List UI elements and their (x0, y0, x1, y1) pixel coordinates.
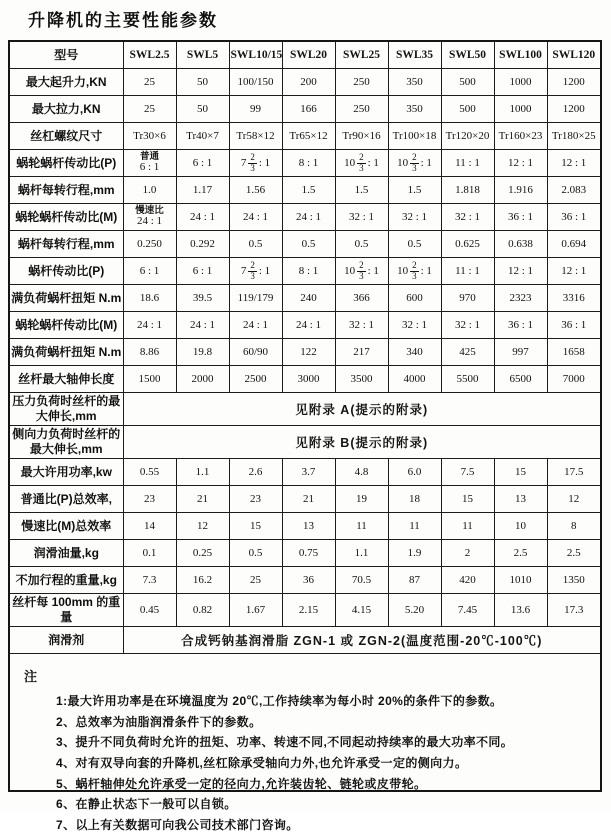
notes-section (10, 654, 600, 835)
row-label: 不加行程的重量,kg (10, 567, 123, 594)
model-header-cell: SWL120 (547, 42, 600, 69)
value-cell: 0.5 (282, 231, 335, 258)
model-header-cell: SWL35 (388, 42, 441, 69)
row-label: 蜗轮蜗杆传动比(P) (10, 150, 123, 177)
value-cell: 119/179 (229, 285, 282, 312)
value-cell: 2.15 (282, 594, 335, 627)
table-row (10, 567, 600, 594)
value-cell: 2000 (176, 366, 229, 393)
value-cell: 1.1 (176, 459, 229, 486)
value-cell: 0.45 (123, 594, 176, 627)
table-row (10, 366, 600, 393)
value-cell: Tr100×18 (388, 123, 441, 150)
value-cell: 11 (441, 513, 494, 540)
model-header-cell: SWL10/15 (229, 42, 282, 69)
value-cell: 1.818 (441, 177, 494, 204)
value-cell: 19 (335, 486, 388, 513)
model-header-cell: SWL100 (494, 42, 547, 69)
value-cell: 1.56 (229, 177, 282, 204)
table-row (10, 513, 600, 540)
spec-table-box (8, 40, 602, 832)
row-label: 蜗轮蜗杆传动比(M) (10, 312, 123, 339)
value-cell: 4.15 (335, 594, 388, 627)
notes-heading: 注 (24, 669, 38, 684)
value-cell: 3316 (547, 285, 600, 312)
value-cell: 500 (441, 69, 494, 96)
value-cell: 10 $\frac{2}{3}$ : 1 (388, 258, 441, 285)
value-cell: 6 : 1 (176, 150, 229, 177)
value-cell: 1000 (494, 96, 547, 123)
table-row (10, 459, 600, 486)
value-cell: 24 : 1 (282, 204, 335, 231)
value-cell: 11 (335, 513, 388, 540)
value-cell: 13 (494, 486, 547, 513)
value-cell: 0.5 (229, 540, 282, 567)
value-cell: 99 (229, 96, 282, 123)
model-header-cell: SWL50 (441, 42, 494, 69)
value-cell: 50 (176, 69, 229, 96)
table-row (10, 204, 600, 231)
value-cell: 11 : 1 (441, 258, 494, 285)
value-cell: 1010 (494, 567, 547, 594)
value-cell: 14 (123, 513, 176, 540)
value-cell: 15 (441, 486, 494, 513)
table-row (10, 486, 600, 513)
row-label: 满负荷蜗杆扭矩 N.m (10, 339, 123, 366)
row-label: 丝杆最大轴伸长度 (10, 366, 123, 393)
value-cell: 1350 (547, 567, 600, 594)
value-cell: 122 (282, 339, 335, 366)
value-cell: 8 (547, 513, 600, 540)
value-cell: 350 (388, 69, 441, 96)
value-cell: 2.6 (229, 459, 282, 486)
value-cell: Tr40×7 (176, 123, 229, 150)
row-label: 蜗杆传动比(P) (10, 258, 123, 285)
value-cell: 24 : 1 (123, 312, 176, 339)
value-cell: 0.694 (547, 231, 600, 258)
note-item: 7、以上有关数据可向我公司技术部门咨询。 (56, 817, 299, 832)
value-cell: 425 (441, 339, 494, 366)
value-cell: 1658 (547, 339, 600, 366)
table-header-row (10, 42, 600, 69)
value-cell: 23 (123, 486, 176, 513)
value-cell: 12 : 1 (494, 258, 547, 285)
value-cell: 21 (176, 486, 229, 513)
value-cell: 7.3 (123, 567, 176, 594)
value-cell: 8 : 1 (282, 258, 335, 285)
value-cell: 0.5 (335, 231, 388, 258)
value-cell: 6 : 1 (176, 258, 229, 285)
value-cell: 5.20 (388, 594, 441, 627)
value-cell: 15 (494, 459, 547, 486)
value-cell: 25 (123, 96, 176, 123)
value-cell: 250 (335, 96, 388, 123)
value-cell: 7000 (547, 366, 600, 393)
value-cell: 1200 (547, 96, 600, 123)
value-cell: 0.55 (123, 459, 176, 486)
table-row (10, 285, 600, 312)
value-cell: 1.9 (388, 540, 441, 567)
value-cell: 250 (335, 69, 388, 96)
value-cell: 12 : 1 (547, 150, 600, 177)
value-cell: 2.083 (547, 177, 600, 204)
table-row (10, 393, 600, 426)
value-cell: 970 (441, 285, 494, 312)
value-cell: 0.5 (388, 231, 441, 258)
page-title: 升降机的主要性能参数 (28, 11, 218, 30)
value-cell: 13 (282, 513, 335, 540)
value-cell: 1.5 (282, 177, 335, 204)
model-header-cell: SWL25 (335, 42, 388, 69)
value-cell: 2500 (229, 366, 282, 393)
value-cell: 32 : 1 (335, 312, 388, 339)
value-cell: 997 (494, 339, 547, 366)
value-cell: 10 $\frac{2}{3}$ : 1 (335, 150, 388, 177)
value-cell: 0.638 (494, 231, 547, 258)
value-cell: 17.3 (547, 594, 600, 627)
note-item: 6、在静止状态下一般可以自锁。 (56, 797, 237, 812)
value-cell: 1.916 (494, 177, 547, 204)
value-cell: 4000 (388, 366, 441, 393)
table-row (10, 339, 600, 366)
table-row (10, 594, 600, 627)
value-cell: Tr120×20 (441, 123, 494, 150)
header-label: 型号 (10, 42, 123, 69)
value-cell: 32 : 1 (441, 204, 494, 231)
value-cell: 32 : 1 (388, 312, 441, 339)
value-cell: 166 (282, 96, 335, 123)
value-cell: 36 : 1 (494, 204, 547, 231)
value-cell: 12 : 1 (494, 150, 547, 177)
value-cell: 240 (282, 285, 335, 312)
value-cell: 2 (441, 540, 494, 567)
value-cell: 11 (388, 513, 441, 540)
row-label: 丝杆每 100mm 的重量 (10, 594, 123, 627)
span-value-cell: 见附录 B(提示的附录) (123, 426, 600, 459)
note-item: 5、蜗杆轴伸处允许承受一定的径向力,允许装齿轮、链轮或皮带轮。 (56, 776, 427, 791)
value-cell: 15 (229, 513, 282, 540)
value-cell: 24 : 1 (176, 312, 229, 339)
value-cell: 0.82 (176, 594, 229, 627)
value-cell: 32 : 1 (441, 312, 494, 339)
value-cell: Tr30×6 (123, 123, 176, 150)
row-label: 最大起升力,KN (10, 69, 123, 96)
spec-table-body (10, 69, 600, 654)
span-value-cell: 合成钙钠基润滑脂 ZGN-1 或 ZGN-2(温度范围-20℃-100℃) (123, 627, 600, 654)
value-cell: 32 : 1 (335, 204, 388, 231)
note-item: 3、提升不同负荷时允许的扭矩、功率、转速不同,不同起动持续率的最大功率不同。 (56, 735, 514, 750)
value-cell: 1.17 (176, 177, 229, 204)
table-row (10, 540, 600, 567)
value-cell: 50 (176, 96, 229, 123)
value-cell: 12 (547, 486, 600, 513)
value-cell: 7.5 (441, 459, 494, 486)
row-label: 蜗杆每转行程,mm (10, 231, 123, 258)
value-cell: 36 : 1 (547, 312, 600, 339)
value-cell: 17.5 (547, 459, 600, 486)
value-cell: 7.45 (441, 594, 494, 627)
value-cell: 3500 (335, 366, 388, 393)
value-cell: 25 (229, 567, 282, 594)
model-header-cell: SWL20 (282, 42, 335, 69)
value-cell: 420 (441, 567, 494, 594)
value-cell: 8 : 1 (282, 150, 335, 177)
value-cell: 0.250 (123, 231, 176, 258)
value-cell: 24 : 1 (229, 204, 282, 231)
table-row (10, 123, 600, 150)
value-cell: 12 : 1 (547, 258, 600, 285)
value-cell: 2.5 (494, 540, 547, 567)
table-row (10, 426, 600, 459)
notes-list (24, 691, 590, 835)
value-cell: 5500 (441, 366, 494, 393)
span-value-cell: 见附录 A(提示的附录) (123, 393, 600, 426)
row-label: 最大拉力,KN (10, 96, 123, 123)
value-cell: 8.86 (123, 339, 176, 366)
value-cell: 0.75 (282, 540, 335, 567)
value-cell: 200 (282, 69, 335, 96)
model-header-cell: SWL2.5 (123, 42, 176, 69)
value-cell: Tr180×25 (547, 123, 600, 150)
value-cell: 慢速比 24 : 1 (123, 204, 176, 231)
value-cell: 24 : 1 (229, 312, 282, 339)
value-cell: Tr160×23 (494, 123, 547, 150)
value-cell: 350 (388, 96, 441, 123)
value-cell: 21 (282, 486, 335, 513)
value-cell: 3000 (282, 366, 335, 393)
value-cell: 4.8 (335, 459, 388, 486)
row-label: 润滑剂 (10, 627, 123, 654)
value-cell: 1.5 (335, 177, 388, 204)
value-cell: Tr90×16 (335, 123, 388, 150)
value-cell: 3.7 (282, 459, 335, 486)
value-cell: 32 : 1 (388, 204, 441, 231)
note-item: 4、对有双导向套的升降机,丝杠除承受轴向力外,也允许承受一定的侧向力。 (56, 755, 468, 770)
spec-table-header (10, 42, 600, 69)
value-cell: 60/90 (229, 339, 282, 366)
table-row (10, 69, 600, 96)
value-cell: 11 : 1 (441, 150, 494, 177)
table-row (10, 96, 600, 123)
row-label: 普通比(P)总效率, (10, 486, 123, 513)
value-cell: 1.0 (123, 177, 176, 204)
row-label: 满负荷蜗杆扭矩 N.m (10, 285, 123, 312)
value-cell: 600 (388, 285, 441, 312)
value-cell: 87 (388, 567, 441, 594)
row-label: 蜗轮蜗杆传动比(M) (10, 204, 123, 231)
value-cell: 1000 (494, 69, 547, 96)
value-cell: 18 (388, 486, 441, 513)
model-header-cell: SWL5 (176, 42, 229, 69)
value-cell: 1200 (547, 69, 600, 96)
value-cell: 1.1 (335, 540, 388, 567)
value-cell: 36 : 1 (494, 312, 547, 339)
value-cell: 10 (494, 513, 547, 540)
value-cell: 100/150 (229, 69, 282, 96)
value-cell: 217 (335, 339, 388, 366)
row-label: 蜗杆每转行程,mm (10, 177, 123, 204)
value-cell: 36 : 1 (547, 204, 600, 231)
value-cell: 1500 (123, 366, 176, 393)
value-cell: 18.6 (123, 285, 176, 312)
value-cell: 25 (123, 69, 176, 96)
table-row (10, 627, 600, 654)
value-cell: 6500 (494, 366, 547, 393)
row-label: 丝杠螺纹尺寸 (10, 123, 123, 150)
table-row (10, 312, 600, 339)
value-cell: 23 (229, 486, 282, 513)
value-cell: 340 (388, 339, 441, 366)
value-cell: 1.67 (229, 594, 282, 627)
value-cell: 70.5 (335, 567, 388, 594)
value-cell: 24 : 1 (282, 312, 335, 339)
value-cell: 2.5 (547, 540, 600, 567)
value-cell: 1.5 (388, 177, 441, 204)
value-cell: 6 : 1 (123, 258, 176, 285)
value-cell: 19.8 (176, 339, 229, 366)
value-cell: 0.5 (229, 231, 282, 258)
value-cell: Tr58×12 (229, 123, 282, 150)
value-cell: 6.0 (388, 459, 441, 486)
row-label: 压力负荷时丝杆的最大伸长,mm (10, 393, 123, 426)
row-label: 润滑油量,kg (10, 540, 123, 567)
value-cell: 10 $\frac{2}{3}$ : 1 (335, 258, 388, 285)
value-cell: 24 : 1 (176, 204, 229, 231)
table-row (10, 150, 600, 177)
row-label: 慢速比(M)总效率 (10, 513, 123, 540)
value-cell: Tr65×12 (282, 123, 335, 150)
note-item: 1:最大许用功率是在环境温度为 20℃,工作持续率为每小时 20%的条件下的参数。 (56, 694, 503, 708)
note-item: 2、总效率为油脂润滑条件下的参数。 (56, 714, 262, 729)
value-cell: 13.6 (494, 594, 547, 627)
value-cell: 12 (176, 513, 229, 540)
value-cell: 0.25 (176, 540, 229, 567)
table-row (10, 231, 600, 258)
value-cell: 7 $\frac{2}{3}$ : 1 (229, 150, 282, 177)
value-cell: 普通 6 : 1 (123, 150, 176, 177)
value-cell: 36 (282, 567, 335, 594)
value-cell: 39.5 (176, 285, 229, 312)
row-label: 侧向力负荷时丝杆的最大伸长,mm (10, 426, 123, 459)
table-row (10, 177, 600, 204)
value-cell: 0.1 (123, 540, 176, 567)
row-label: 最大许用功率,kw (10, 459, 123, 486)
spec-table (10, 42, 600, 654)
value-cell: 366 (335, 285, 388, 312)
table-row (10, 258, 600, 285)
value-cell: 10 $\frac{2}{3}$ : 1 (388, 150, 441, 177)
value-cell: 2323 (494, 285, 547, 312)
value-cell: 500 (441, 96, 494, 123)
value-cell: 0.292 (176, 231, 229, 258)
value-cell: 0.625 (441, 231, 494, 258)
value-cell: 16.2 (176, 567, 229, 594)
value-cell: 7 $\frac{2}{3}$ : 1 (229, 258, 282, 285)
